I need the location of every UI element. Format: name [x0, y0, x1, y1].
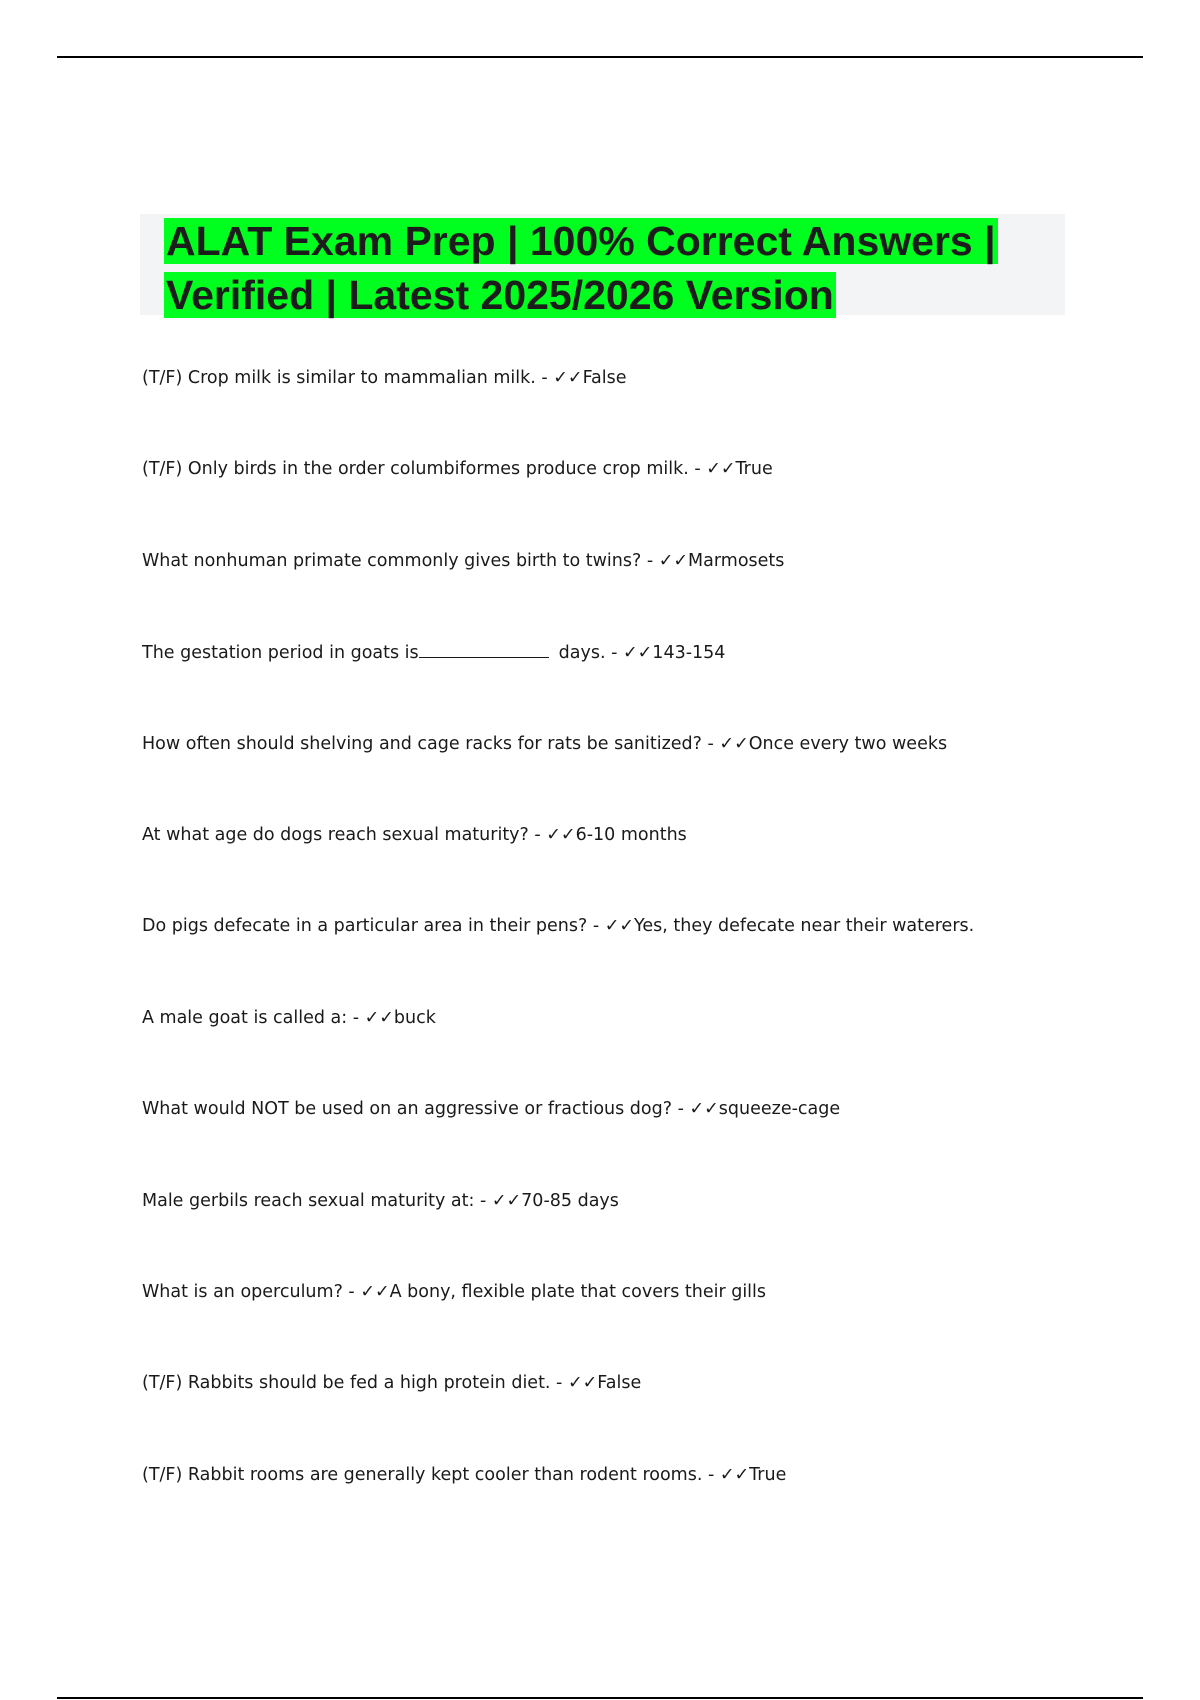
question-text: What nonhuman primate commonly gives birth to twins? - — [142, 550, 659, 571]
answer-text: ✓✓True — [706, 459, 773, 480]
qa-item — [142, 914, 974, 1005]
qa-list — [142, 366, 974, 1554]
qa-item — [142, 1189, 974, 1280]
answer-text: ✓✓A bony, flexible plate that covers their gills — [360, 1281, 767, 1302]
question-text: (T/F) Rabbits should be fed a high protein diet. - — [142, 1373, 568, 1394]
question-text: What is an operculum? - — [142, 1281, 361, 1302]
qa-item — [142, 1280, 974, 1371]
answer-text: ✓✓buck — [364, 1007, 436, 1028]
qa-item — [142, 823, 974, 914]
qa-item — [142, 366, 974, 457]
question-text: At what age do dogs reach sexual maturity? - — [142, 824, 547, 845]
bottom-rule — [57, 1697, 1143, 1699]
answer-text: ✓✓Once every two weeks — [719, 733, 948, 754]
qa-item — [142, 1371, 974, 1462]
answer-text: ✓✓6-10 months — [546, 824, 687, 845]
answer-text: ✓✓Marmosets — [658, 550, 785, 571]
answer-text: ✓✓70-85 days — [491, 1190, 619, 1211]
document-title — [164, 214, 1064, 322]
question-text: A male goat is called a: - — [142, 1007, 365, 1028]
qa-item — [142, 1097, 974, 1188]
question-text: (T/F) Rabbit rooms are generally kept cooler than rodent rooms. - — [142, 1464, 720, 1485]
qa-item — [142, 1006, 974, 1097]
qa-item — [142, 549, 974, 640]
question-text: (T/F) Crop milk is similar to mammalian milk. - — [142, 368, 554, 388]
qa-item — [142, 457, 974, 548]
question-text: What would NOT be used on an aggressive or fractious dog? - — [142, 1099, 690, 1120]
answer-text: ✓✓False — [553, 368, 627, 388]
answer-text: ✓✓True — [719, 1464, 787, 1485]
question-text: The gestation period in goats is — [142, 643, 419, 664]
qa-item — [142, 640, 974, 731]
qa-item — [142, 1463, 974, 1554]
top-rule — [57, 56, 1143, 58]
answer-text: ✓✓143-154 — [622, 643, 726, 664]
question-text: Male gerbils reach sexual maturity at: - — [142, 1190, 492, 1211]
qa-item — [142, 732, 974, 823]
answer-text: ✓✓False — [567, 1373, 642, 1394]
title-line-1: ALAT Exam Prep | 100% Correct Answers | — [166, 218, 996, 264]
question-text: Do pigs defecate in a particular area in their pens? - — [142, 916, 605, 937]
question-text: (T/F) Only birds in the order columbiformes produce crop milk. - — [142, 459, 707, 480]
answer-text: ✓✓squeeze-cage — [689, 1099, 841, 1120]
answer-text: ✓✓Yes, they defecate near their waterers. — [604, 916, 975, 937]
question-text: How often should shelving and cage racks for rats be sanitized? - — [142, 733, 720, 754]
title-line-2: Verified | Latest 2025/2026 Version — [166, 272, 834, 318]
question-text-continued: days. - — [558, 643, 623, 664]
fill-in-blank-line — [419, 640, 549, 658]
